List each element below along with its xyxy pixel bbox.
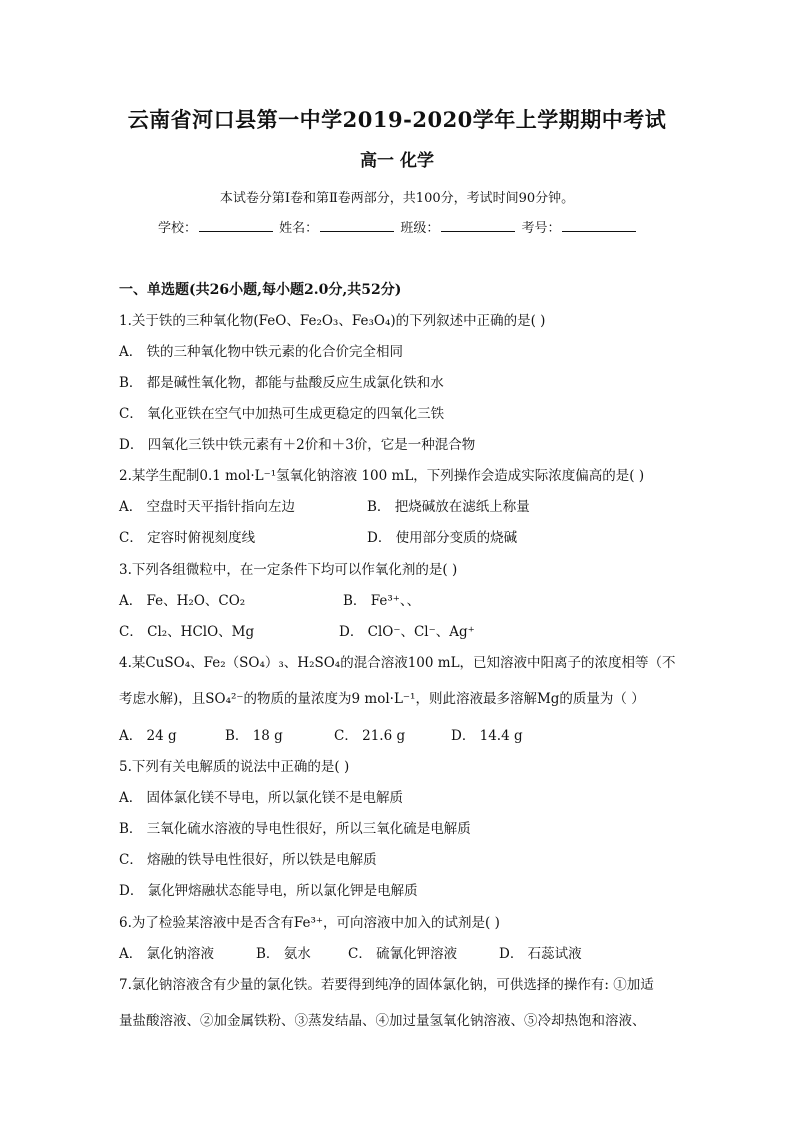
q3-stem: 3.下列各组微粒中，在一定条件下均可以作氧化剂的是( ) [119, 562, 458, 578]
q2-option-a: A． 空盘时天平指针指向左边 [119, 499, 296, 515]
q4-stem-line2: 考虑水解)，且SO₄²⁻的物质的量浓度为9 mol·L⁻¹，则此溶液最多溶解Mg的质量为（ ） [119, 691, 645, 707]
q5-stem: 5.下列有关电解质的说法中正确的是( ) [119, 759, 350, 775]
q4-option-b: B． 18 g [225, 728, 283, 744]
q3-option-b: B． Fe³⁺、、 [343, 593, 421, 609]
q6-option-b: B． 氨水 [256, 946, 311, 962]
q5-option-a: A． 固体氯化镁不导电，所以氯化镁不是电解质 [119, 790, 404, 806]
exam-number-label: 考号： [521, 221, 561, 236]
q7-stem-line2: 量盐酸溶液、②加金属铁粉、③蒸发结晶、④加过量氢氧化钠溶液、⑤冷却热饱和溶液、 [119, 1013, 646, 1029]
q5-option-d: D． 氯化钾熔融状态能导电，所以氯化钾是电解质 [119, 883, 418, 899]
class-label: 班级： [400, 221, 440, 236]
q2-option-c: C． 定容时俯视刻度线 [119, 530, 256, 546]
q2-stem: 2.某学生配制0.1 mol·L⁻¹氢氧化钠溶液 100 mL，下列操作会造成实际浓度偏高的是( ) [119, 468, 645, 484]
q5-option-b: B． 三氧化硫水溶液的导电性很好，所以三氧化硫是电解质 [119, 821, 471, 837]
exam-number-blank[interactable] [562, 219, 636, 232]
name-blank[interactable] [320, 219, 394, 232]
q5-option-c: C． 熔融的铁导电性很好，所以铁是电解质 [119, 852, 377, 868]
section-heading: 一、单选题(共26小题,每小题2.0分,共52分) [119, 282, 402, 298]
q6-stem: 6.为了检验某溶液中是否含有Fe³⁺，可向溶液中加入的试剂是( ) [119, 915, 500, 931]
q1-option-d: D． 四氧化三铁中铁元素有＋2价和＋3价，它是一种混合物 [119, 437, 476, 453]
q4-stem-line1: 4.某CuSO₄、Fe₂（SO₄）₃、H₂SO₄的混合溶液100 mL，已知溶液中阳离子的浓度相等（不 [119, 655, 676, 671]
q1-option-c: C． 氧化亚铁在空气中加热可生成更稳定的四氧化三铁 [119, 406, 445, 422]
q4-option-a: A． 24 g [119, 728, 177, 744]
q7-stem-line1: 7.氯化钠溶液含有少量的氯化铁。若要得到纯净的固体氯化钠，可供选择的操作有: ①加适 [119, 977, 654, 993]
q6-option-c: C． 硫氰化钾溶液 [348, 946, 458, 962]
exam-title: 云南省河口县第一中学2019-2020学年上学期期中考试 [127, 107, 667, 132]
q6-option-d: D． 石蕊试液 [499, 946, 582, 962]
q1-stem: 1.关于铁的三种氧化物(FeO、Fe₂O₃、Fe₃O₄)的下列叙述中正确的是( ) [119, 313, 546, 329]
exam-subtitle: 高一 化学 [360, 151, 434, 171]
class-blank[interactable] [441, 219, 515, 232]
q3-option-d: D． ClO⁻、Cl⁻、Ag⁺ [339, 624, 475, 640]
q3-option-c: C． Cl₂、HClO、Mg [119, 624, 255, 640]
q2-option-b: B． 把烧碱放在滤纸上称量 [367, 499, 530, 515]
name-label: 姓名： [279, 221, 319, 236]
q6-option-a: A． 氯化钠溶液 [119, 946, 215, 962]
school-blank[interactable] [199, 219, 273, 232]
q2-option-d: D． 使用部分变质的烧碱 [367, 530, 518, 546]
q1-option-b: B． 都是碱性氧化物，都能与盐酸反应生成氯化铁和水 [119, 375, 444, 391]
student-info-fields [158, 217, 638, 236]
q4-option-c: C． 21.6 g [334, 728, 406, 744]
school-label: 学校： [158, 221, 198, 236]
q1-option-a: A． 铁的三种氧化物中铁元素的化合价完全相同 [119, 344, 404, 360]
exam-note: 本试卷分第Ⅰ卷和第Ⅱ卷两部分，共100分，考试时间90分钟。 [219, 191, 575, 206]
q4-option-d: D． 14.4 g [451, 728, 523, 744]
q3-option-a: A． Fe、H₂O、CO₂ [119, 593, 246, 609]
